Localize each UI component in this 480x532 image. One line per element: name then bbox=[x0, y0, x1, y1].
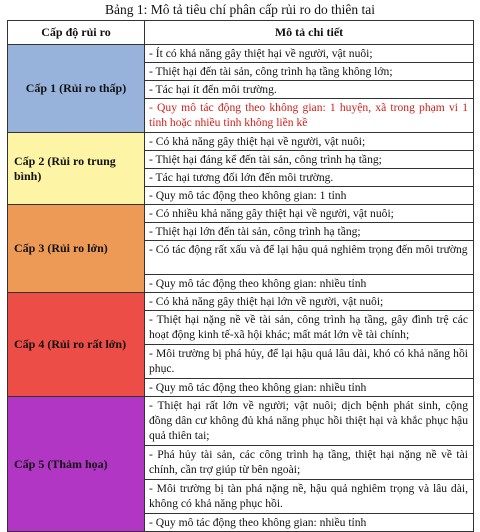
table-header-row bbox=[8, 21, 474, 45]
level-2-label: Cấp 2 (Rủi ro trung bình) bbox=[14, 153, 116, 183]
level-3-label: Cấp 3 (Rủi ro lớn) bbox=[14, 241, 108, 255]
table-row-level-1 bbox=[8, 45, 474, 133]
detail-item: - Ít có khả năng gây thiệt hại về người, vật nuôi; bbox=[145, 45, 473, 63]
detail-item: - Có tác động rất xấu và để lại hậu quả nghiêm trọng đến môi trường bbox=[145, 241, 473, 275]
detail-item: - Thiệt hại lớn đến tài sản, công trình hạ tầng; bbox=[145, 223, 473, 241]
level-2-cell bbox=[8, 133, 145, 205]
detail-item-scope: - Quy mô tác động theo không gian: 1 huyện, xã trong phạm vi 1 tỉnh hoặc nhiều tỉnh không liền kề bbox=[149, 101, 468, 129]
detail-item: - Thiệt hại nặng nề về tài sản, công trình hạ tầng, gây đình trệ các hoạt động kinh tế-xã hội khác; mất mát lớn về tài chính; bbox=[145, 311, 473, 345]
detail-cell-level-2 bbox=[145, 133, 474, 205]
level-3-cell bbox=[8, 205, 145, 293]
detail-item: - Quy mô tác động theo không gian: nhiều tỉnh bbox=[149, 516, 367, 529]
detail-item: - Thiệt hại đến tài sản, công trình hạ tầng không lớn; bbox=[145, 63, 473, 81]
detail-item: - Phá hủy tài sản, các công trình hạ tầng, thiệt hại nặng nề về tài chính, cần trợ giúp từ bên ngoài; bbox=[145, 446, 473, 480]
risk-level-table bbox=[7, 20, 474, 532]
detail-item: - Thiệt hại rất lớn về người; vật nuôi; dịch bệnh phát sinh, cộng đồng dân cư không đủ khả năng phục hồi thiệt hại và khắc phục hậu quả thiên tai; bbox=[145, 397, 473, 446]
detail-item: - Môi trường bị tàn phá nặng nề, hậu quả nghiêm trọng và lâu dài, không có khả năng phục hồi. bbox=[145, 480, 473, 514]
detail-item: - Môi trường bị phá hủy, để lại hậu quả lâu dài, khó có khả năng hồi phục. bbox=[145, 345, 473, 379]
detail-item: - Tác hại ít đến môi trường. bbox=[145, 81, 473, 99]
level-1-label: Cấp 1 (Rủi ro thấp) bbox=[25, 81, 127, 95]
detail-item: - Tác hại tương đối lớn đến môi trường. bbox=[145, 169, 473, 187]
table-row-level-2 bbox=[8, 133, 474, 205]
detail-item: - Có nhiều khả năng gây thiệt hại về người, vật nuôi; bbox=[145, 205, 473, 223]
table-row-level-3 bbox=[8, 205, 474, 293]
detail-item: - Quy mô tác động theo không gian: nhiều tỉnh bbox=[149, 381, 367, 394]
level-4-cell bbox=[8, 293, 145, 397]
detail-cell-level-5 bbox=[145, 397, 474, 532]
header-detail: Mô tả chi tiết bbox=[145, 21, 474, 45]
detail-cell-level-1 bbox=[145, 45, 474, 133]
table-row-level-5 bbox=[8, 397, 474, 532]
detail-cell-level-3 bbox=[145, 205, 474, 293]
detail-cell-level-4 bbox=[145, 293, 474, 397]
level-5-label: Cấp 5 (Thảm họa) bbox=[14, 456, 108, 471]
level-4-label: Cấp 4 (Rủi ro rất lớn) bbox=[14, 337, 127, 351]
detail-item: - Quy mô tác động theo không gian: 1 tỉnh bbox=[149, 189, 347, 202]
table-caption: Bảng 1: Mô tả tiêu chí phân cấp rủi ro do thiên tai bbox=[105, 2, 375, 17]
detail-item: - Thiệt hại đáng kể đến tài sản, công trình hạ tầng; bbox=[145, 151, 473, 169]
detail-item: - Có khả năng gây thiệt hại về người, vật nuôi; bbox=[145, 133, 473, 151]
table-row-level-4 bbox=[8, 293, 474, 397]
header-level: Cấp độ rủi ro bbox=[8, 21, 145, 45]
detail-item: - Quy mô tác động theo không gian: nhiều tỉnh bbox=[149, 277, 367, 290]
level-1-cell bbox=[8, 45, 145, 133]
detail-item: - Có khả năng gây thiệt hại lớn về người, vật nuôi; bbox=[145, 293, 473, 311]
level-5-cell bbox=[8, 397, 145, 532]
